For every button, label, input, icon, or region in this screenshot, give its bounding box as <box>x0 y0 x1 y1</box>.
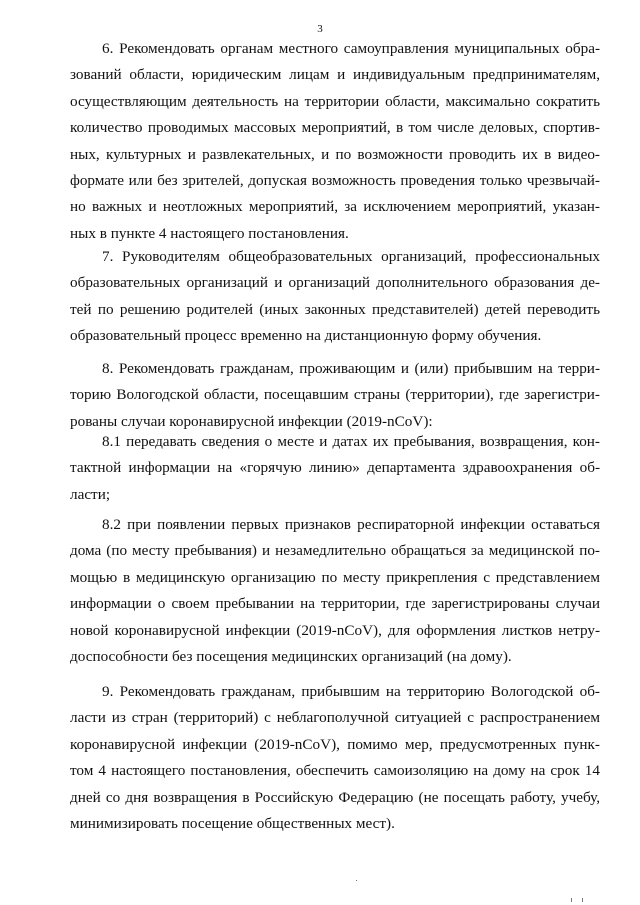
text-line: 7. Руководителям общеобразовательных организаций, профессиональных <box>102 248 600 265</box>
text-line: формате или без зрителей, допуская возможность проведения только чрезвычай- <box>70 172 600 189</box>
text-line: образовательный процесс временно на дистанционную форму обучения. <box>70 327 542 345</box>
text-line: коронавирусной инфекции (2019-nCoV), помимо мер, предусмотренных пунк- <box>70 735 600 753</box>
scan-speck <box>582 898 583 902</box>
text-line: но важных и неотложных мероприятий, за исключением мероприятий, указан- <box>70 198 600 216</box>
text-line: ласти; <box>70 485 111 503</box>
text-line: 8.1 передавать сведения о месте и датах их пребывания, возвращения, кон- <box>102 433 600 450</box>
scan-speck <box>356 880 357 881</box>
text-line: информации о своем пребывании на территории, где зарегистрированы случаи <box>70 595 600 613</box>
text-line: тактной информации на «горячую линию» департамента здравоохранения об- <box>70 459 600 477</box>
text-line: ласти из стран (территорий) с неблагополучной ситуацией с распространением <box>70 709 600 727</box>
text-line: осуществляющим деятельность на территории области, максимально сократить <box>70 92 600 110</box>
scan-speck <box>571 898 572 902</box>
text-line: новой коронавирусной инфекции (2019-nCoV), для оформления листков нетру- <box>70 621 600 639</box>
text-line: торию Вологодской области, посещавшим страны (территории), где зарегистри- <box>70 386 600 404</box>
text-line: мощью в медицинскую организацию по месту прикрепления с представлением <box>70 568 600 586</box>
text-line: 8.2 при появлении первых признаков респираторной инфекции оставаться <box>102 516 600 533</box>
text-line: ных в пункте 4 настоящего постановления. <box>70 224 349 242</box>
text-line: дома (по месту пребывания) и незамедлительно обращаться за медицинской по- <box>70 542 600 560</box>
text-line: тей по решению родителей (иных законных представителей) детей переводить <box>70 300 600 318</box>
text-line: образовательных организаций и организаций дополнительного образования де- <box>70 274 600 292</box>
text-line: 8. Рекомендовать гражданам, проживающим и (или) прибывшим на терри- <box>102 360 600 377</box>
text-line: 9. Рекомендовать гражданам, прибывшим на территорию Вологодской об- <box>102 683 600 700</box>
text-line: ных, культурных и развлекательных, и по возможности проводить их в видео- <box>70 145 600 163</box>
text-line: зований области, юридическим лицам и индивидуальным предпринимателям, <box>70 66 600 84</box>
text-line: рованы случаи коронавирусной инфекции (2019-nCoV): <box>70 412 433 430</box>
text-line: дней со дня возвращения в Российскую Федерацию (не посещать работу, учебу, <box>70 788 600 806</box>
text-line: доспособности без посещения медицинских организаций (на дому). <box>70 648 512 665</box>
page-number: 3 <box>317 23 323 35</box>
text-line: количество проводимых массовых мероприятий, в том числе деловых, спортив- <box>70 119 600 137</box>
text-line: минимизировать посещение общественных мест). <box>70 815 395 832</box>
text-line: 6. Рекомендовать органам местного самоуправления муниципальных обра- <box>102 40 600 57</box>
text-line: том 4 настоящего постановления, обеспечить самоизоляцию на дому на срок 14 <box>70 762 600 780</box>
